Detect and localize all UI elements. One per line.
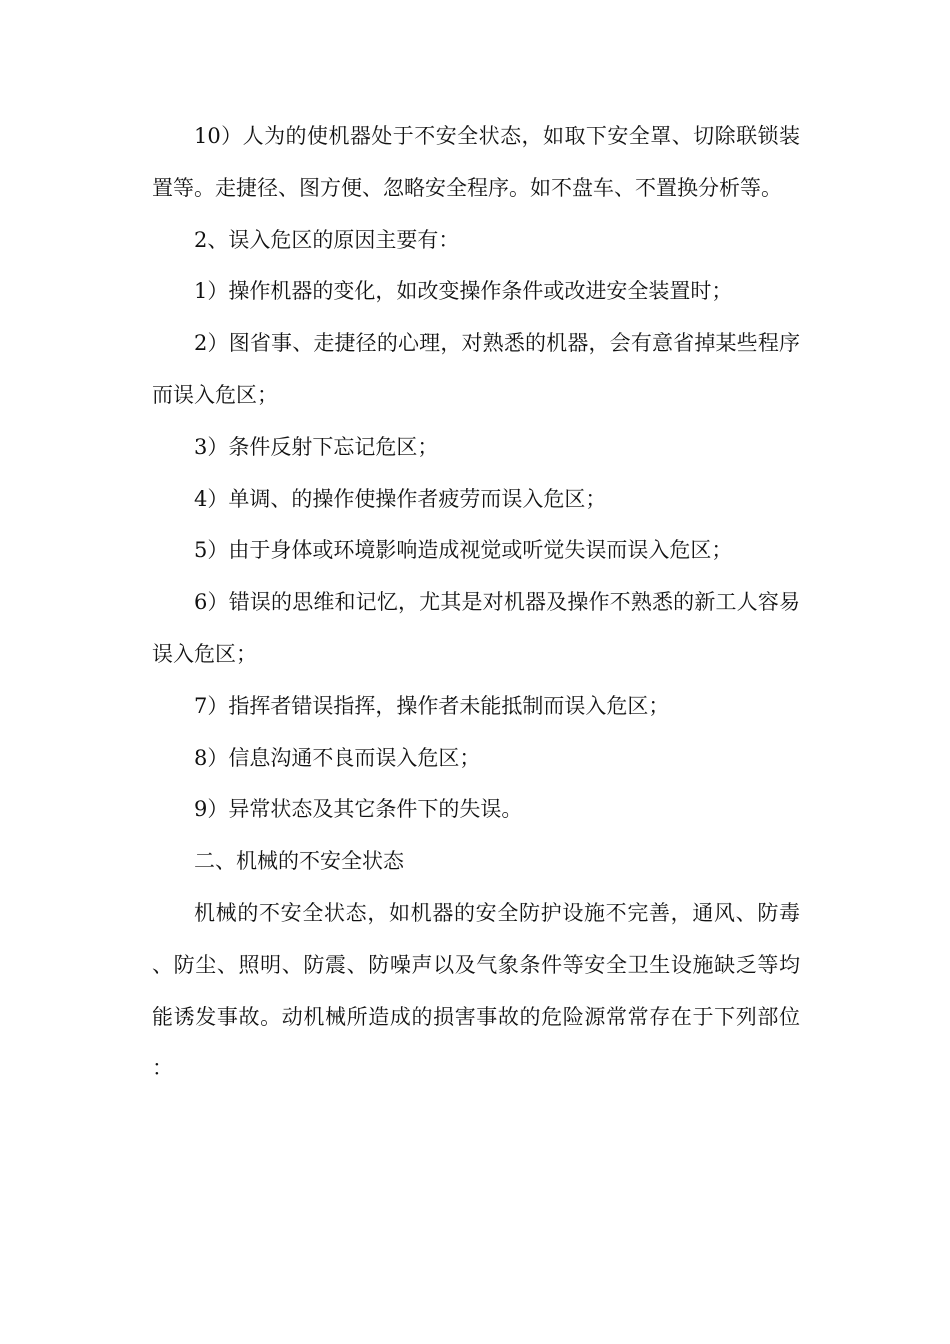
- body-paragraph-machine-unsafe-state: 机械的不安全状态，如机器的安全防护设施不完善，通风、防毒、防尘、照明、防震、防噪声以及气象条件等安全卫生设施缺乏等均能诱发事故。动机械所造成的损害事故的危险源常常存在于下列部位：: [152, 900, 800, 1081]
- list-item-2: 2）图省事、走捷径的心理，对熟悉的机器，会有意省掉某些程序而误入危区；: [152, 331, 800, 407]
- section-heading-machine-unsafe-state: 二、机械的不安全状态: [194, 849, 404, 874]
- list-item-7: 7）指挥者错误指挥，操作者未能抵制而误入危区；: [194, 693, 670, 718]
- list-item-1: 1）操作机器的变化，如改变操作条件或改进安全装置时；: [194, 279, 733, 304]
- section-heading-danger-zone-causes: 2、误入危区的原因主要有：: [194, 227, 460, 252]
- paragraph-item-10-human-unsafe-state: 10）人为的使机器处于不安全状态，如取下安全罩、切除联锁装置等。走捷径、图方便、忽略安全程序。如不盘车、不置换分析等。: [152, 124, 800, 200]
- list-item-8: 8）信息沟通不良而误入危区；: [194, 745, 481, 770]
- list-item-3: 3）条件反射下忘记危区；: [194, 434, 439, 459]
- list-item-4: 4）单调、的操作使操作者疲劳而误入危区；: [194, 486, 607, 511]
- list-item-9: 9）异常状态及其它条件下的失误。: [194, 797, 523, 822]
- list-item-6: 6）错误的思维和记忆，尤其是对机器及操作不熟悉的新工人容易误入危区；: [152, 590, 800, 666]
- list-item-5: 5）由于身体或环境影响造成视觉或听觉失误而误入危区；: [194, 538, 733, 563]
- document-body: [152, 111, 800, 1095]
